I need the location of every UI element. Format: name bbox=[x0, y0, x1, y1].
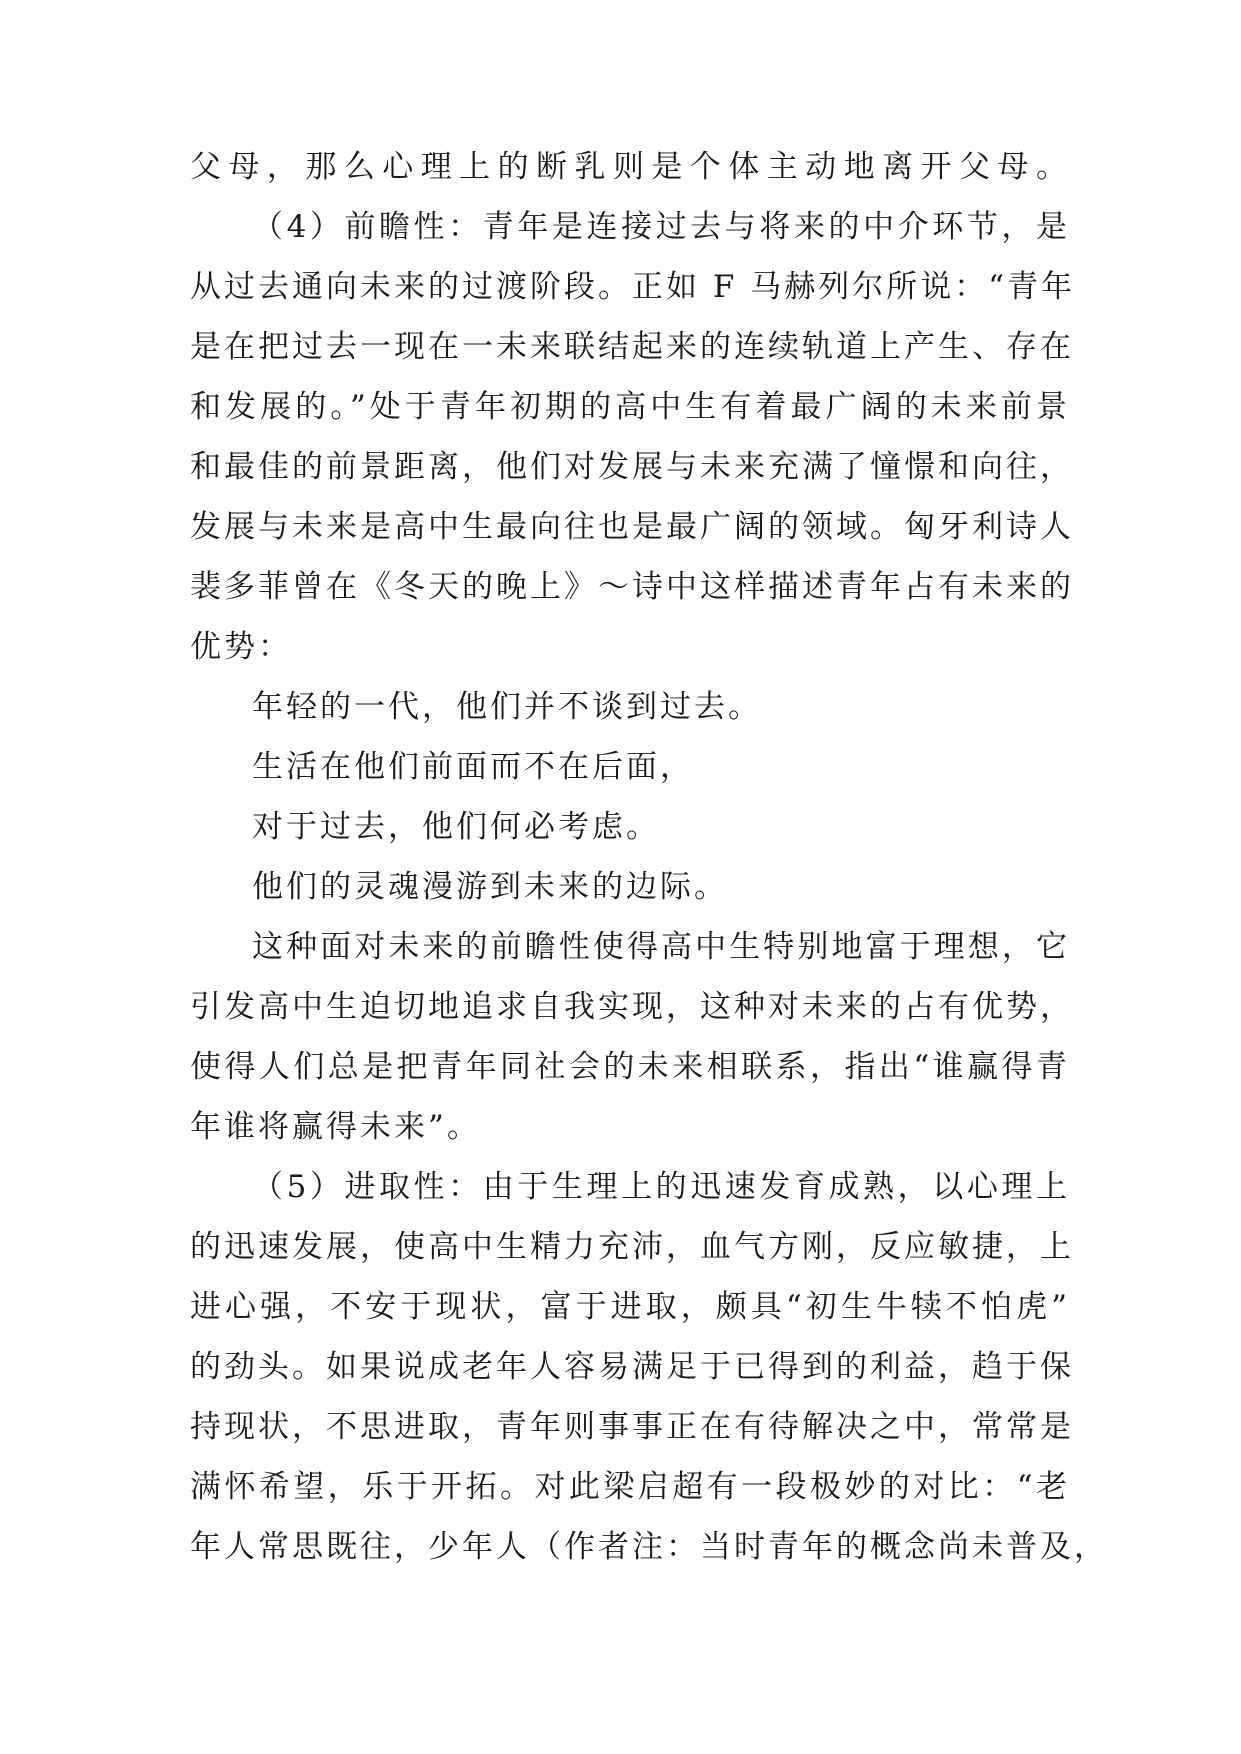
text-line: （4）前瞻性：青年是连接过去与将来的中介环节，是 bbox=[252, 209, 1070, 245]
text-line: 优势： bbox=[190, 629, 292, 665]
text-line: 父母，那么心理上的断乳则是个体主动地离开父母。 bbox=[190, 149, 1070, 185]
text-line: 发展与未来是高中生最向往也是最广阔的领域。匈牙利诗人 bbox=[190, 509, 1074, 545]
text-line: 满怀希望，乐于开拓。对此梁启超有一段极妙的对比：“老 bbox=[190, 1469, 1070, 1505]
text-line: 裴多菲曾在《冬天的晚上》～诗中这样描述青年占有未来的 bbox=[190, 569, 1074, 605]
poem-line: 对于过去，他们何必考虑。 bbox=[252, 809, 660, 845]
text-line: 年人常思既往，少年人（作者注：当时青年的概念尚未普及， bbox=[190, 1529, 1108, 1565]
text-line: 年谁将赢得未来”。 bbox=[190, 1109, 481, 1145]
poem-line: 他们的灵魂漫游到未来的边际。 bbox=[252, 869, 728, 905]
text-line: 是在把过去一现在一未来联结起来的连续轨道上产生、存在 bbox=[190, 329, 1074, 365]
text-line: 引发高中生迫切地追求自我实现，这种对未来的占有优势， bbox=[190, 989, 1074, 1025]
text-line: 使得人们总是把青年同社会的未来相联系，指出“谁赢得青 bbox=[190, 1049, 1070, 1085]
text-line: 和发展的。”处于青年初期的高中生有着最广阔的未来前景 bbox=[190, 389, 1070, 425]
text-line: 持现状，不思进取，青年则事事正在有待解决之中，常常是 bbox=[190, 1409, 1074, 1445]
poem-line: 生活在他们前面而不在后面， bbox=[252, 749, 694, 785]
text-line: 这种面对未来的前瞻性使得高中生特别地富于理想，它 bbox=[252, 929, 1070, 965]
text-line: （5）进取性：由于生理上的迅速发育成熟，以心理上 bbox=[252, 1169, 1070, 1205]
text-line: 的迅速发展，使高中生精力充沛，血气方刚，反应敏捷，上 bbox=[190, 1229, 1074, 1265]
text-line: 进心强，不安于现状，富于进取，颇具“初生牛犊不怕虎” bbox=[190, 1289, 1070, 1325]
poem-line: 年轻的一代，他们并不谈到过去。 bbox=[252, 689, 762, 725]
text-line: 和最佳的前景距离，他们对发展与未来充满了憧憬和向往， bbox=[190, 449, 1074, 485]
text-line: 从过去通向未来的过渡阶段。正如 F 马赫列尔所说：“青年 bbox=[190, 269, 1076, 305]
text-line: 的劲头。如果说成老年人容易满足于已得到的利益，趋于保 bbox=[190, 1349, 1074, 1385]
